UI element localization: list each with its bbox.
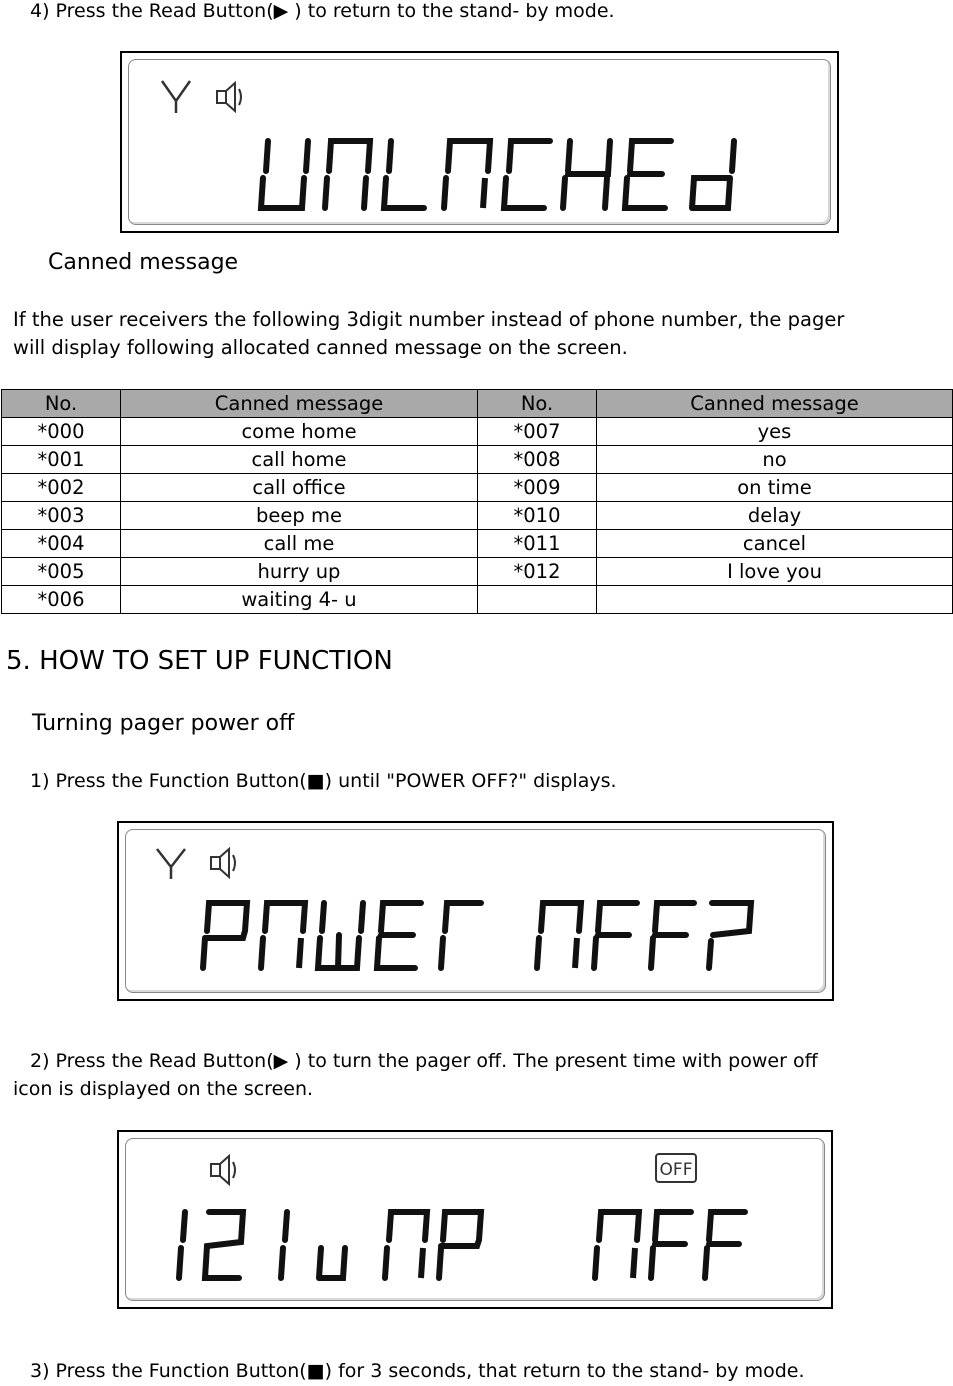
lcd-time-display (117, 1130, 833, 1309)
paragraph-line-2: will display following allocated canned message on the screen. (13, 336, 628, 359)
lcd-poweroff-text (203, 903, 751, 968)
table-cell: *002 (2, 474, 121, 502)
lcd-poweroff-display (117, 821, 834, 1001)
header-message-1: Canned message (121, 390, 478, 418)
table-cell: *009 (478, 474, 597, 502)
table-cell: *006 (2, 586, 121, 614)
table-cell: *000 (2, 418, 121, 446)
table-cell: call home (121, 446, 478, 474)
lcd-unlocked-graphic (122, 53, 841, 235)
table-cell: call office (121, 474, 478, 502)
step-3-text: 3) Press the Function Button(■) for 3 seconds, that return to the stand- by mode. (30, 1360, 805, 1382)
table-cell: *001 (2, 446, 121, 474)
lcd-unlocked-display (120, 51, 839, 233)
table-cell: *012 (478, 558, 597, 586)
antenna-icon (157, 849, 185, 879)
lcd-unlocked-text (261, 141, 734, 208)
table-header-row (2, 390, 953, 418)
canned-message-table (1, 389, 953, 614)
table-cell: waiting 4- u (121, 586, 478, 614)
off-badge-icon (656, 1154, 696, 1182)
table-cell: *004 (2, 530, 121, 558)
table-cell: *005 (2, 558, 121, 586)
step-2-line-2: icon is displayed on the screen. (13, 1078, 314, 1100)
section-5-heading: 5. HOW TO SET UP FUNCTION (6, 646, 393, 676)
table-row (2, 446, 953, 474)
table-row (2, 502, 953, 530)
canned-message-heading: Canned message (48, 250, 239, 275)
header-no-1: No. (2, 390, 121, 418)
paragraph-line-1: If the user receivers the following 3digit number instead of phone number, the pager (13, 308, 845, 331)
table-cell: beep me (121, 502, 478, 530)
off-badge-text: OFF (659, 1160, 693, 1180)
step-1-text: 1) Press the Function Button(■) until "POWER OFF?" displays. (30, 770, 617, 792)
table-cell (478, 586, 597, 614)
table-cell: call me (121, 530, 478, 558)
table-cell: delay (597, 502, 953, 530)
lcd-poweroff-graphic (119, 823, 836, 1003)
antenna-icon (162, 81, 190, 113)
table-cell: yes (597, 418, 953, 446)
speaker-icon (211, 1156, 235, 1184)
table-cell: on time (597, 474, 953, 502)
table-cell: *011 (478, 530, 597, 558)
header-no-2: No. (478, 390, 597, 418)
table-cell: *003 (2, 502, 121, 530)
table-cell: *010 (478, 502, 597, 530)
canned-message-paragraph (13, 306, 844, 362)
lcd-time-graphic (119, 1132, 835, 1311)
table-cell (597, 586, 953, 614)
table-row (2, 586, 953, 614)
table-cell: *008 (478, 446, 597, 474)
table-row (2, 418, 953, 446)
table-cell: I love you (597, 558, 953, 586)
speaker-icon (217, 83, 241, 111)
step-4-text: 4) Press the Read Button(▶ ) to return to the stand- by mode. (30, 0, 615, 22)
table-cell: hurry up (121, 558, 478, 586)
table-row (2, 530, 953, 558)
table-cell: come home (121, 418, 478, 446)
table-cell: *007 (478, 418, 597, 446)
header-message-2: Canned message (597, 390, 953, 418)
table-row (2, 474, 953, 502)
lcd-time-text (179, 1212, 745, 1278)
step-2-line-1: 2) Press the Read Button(▶ ) to turn the pager off. The present time with power off (30, 1050, 818, 1072)
power-off-heading: Turning pager power off (32, 711, 295, 736)
speaker-icon (211, 849, 235, 877)
table-cell: cancel (597, 530, 953, 558)
table-cell: no (597, 446, 953, 474)
table-row (2, 558, 953, 586)
